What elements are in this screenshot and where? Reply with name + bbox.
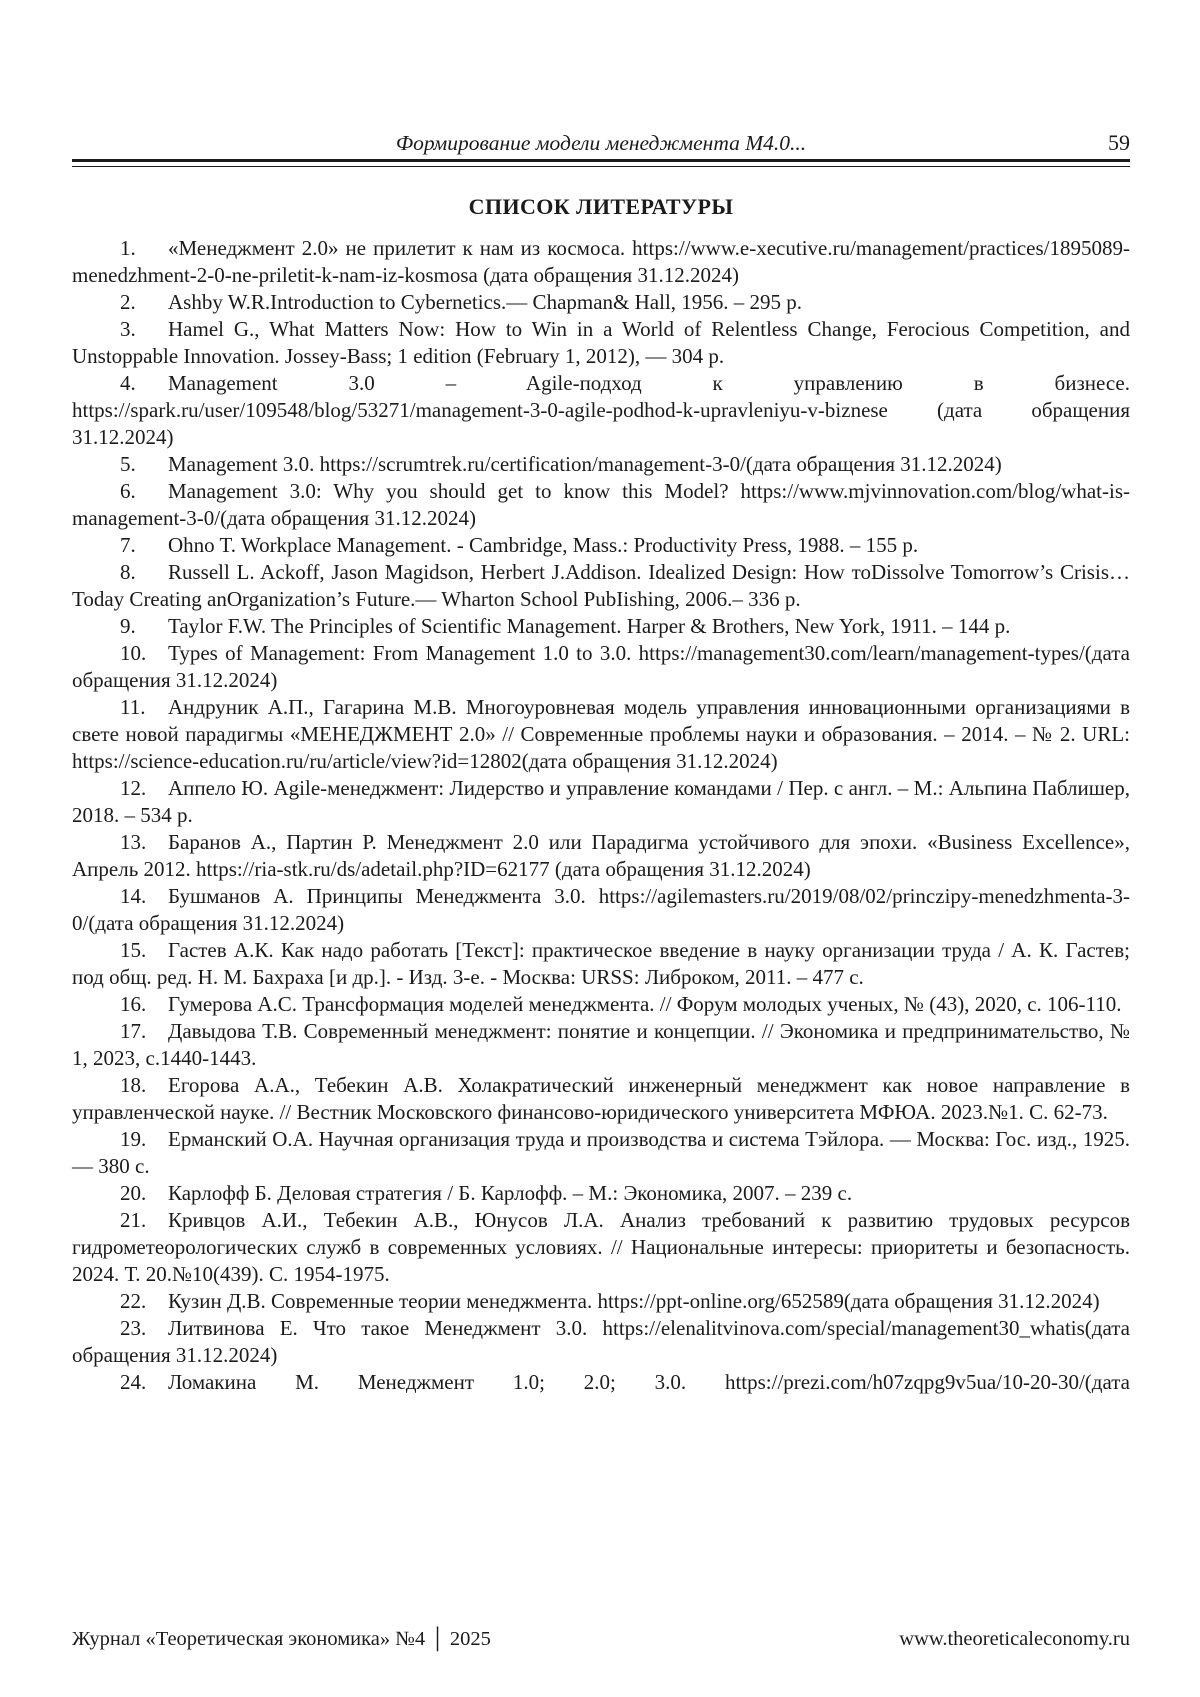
- reference-text: Аппело Ю. Agile-менеджмент: Лидерство и управление командами / Пер. с англ. – М.: Альпина Паблишер, 2018. – 534 p.: [72, 776, 1130, 827]
- reference-number: 8.: [120, 560, 136, 584]
- reference-text: Hamel G., What Matters Now: How to Win in a World of Relentless Change, Ferocious Competition, and Unstoppable Innovation. Jossey-Bass; 1 edition (February 1, 2012), — 304 p.: [72, 317, 1130, 368]
- reference-number: 23.: [120, 1316, 147, 1340]
- reference-number: 6.: [120, 479, 136, 503]
- reference-text: Management 3.0 – Agile-подход к управлению в бизнесе. https://spark.ru/user/109548/blog/53271/management-3-0-agile-podhod-k-upravleniyu-v-biznese (дата обращения 31.12.2024): [72, 371, 1130, 449]
- reference-number: 14.: [120, 884, 147, 908]
- reference-item: [72, 1180, 1130, 1207]
- reference-text: Ohno T. Workplace Management. - Cambridge, Mass.: Productivity Press, 1988. – 155 p.: [168, 533, 919, 557]
- reference-text: Гумерова А.С. Трансформация моделей менеджмента. // Форум молодых ученых, № (43), 2020, с. 106-110.: [168, 992, 1122, 1016]
- reference-number: 15.: [120, 938, 147, 962]
- page-number: 59: [1108, 130, 1130, 155]
- reference-item: [72, 1315, 1130, 1369]
- reference-number: 10.: [120, 641, 147, 665]
- reference-number: 16.: [120, 992, 147, 1016]
- section-title: СПИСОК ЛИТЕРАТУРЫ: [468, 194, 734, 219]
- reference-list: [72, 235, 1130, 1396]
- reference-number: 17.: [120, 1019, 147, 1043]
- reference-number: 13.: [120, 830, 147, 854]
- reference-number: 18.: [120, 1073, 147, 1097]
- reference-item: [72, 775, 1130, 829]
- reference-item: [72, 559, 1130, 613]
- reference-number: 19.: [120, 1127, 147, 1151]
- page-header: [72, 130, 1130, 156]
- reference-number: 3.: [120, 317, 136, 341]
- reference-text: Карлофф Б. Деловая стратегия / Б. Карлофф. – М.: Экономика, 2007. – 239 с.: [168, 1181, 853, 1205]
- reference-item: [72, 1369, 1130, 1396]
- reference-item: [72, 991, 1130, 1018]
- reference-item: [72, 937, 1130, 991]
- reference-text: «Менеджмент 2.0» не прилетит к нам из космоса. https://www.e-xecutive.ru/management/practices/1895089-menedzhment-2-0-ne-priletit-k-nam-iz-kosmosa (дата обращения 31.12.2024): [72, 236, 1130, 287]
- reference-text: Ерманский О.А. Научная организация труда и производства и система Тэйлора. — Москва: Гос. изд., 1925.— 380 с.: [72, 1127, 1130, 1178]
- reference-number: 7.: [120, 533, 136, 557]
- reference-item: [72, 478, 1130, 532]
- reference-number: 24.: [120, 1370, 147, 1394]
- journal-website: www.theoreticaleconomy.ru: [899, 1628, 1130, 1650]
- reference-item: [72, 613, 1130, 640]
- reference-text: Types of Management: From Management 1.0 to 3.0. https://management30.com/learn/management-types/(дата обращения 31.12.2024): [72, 641, 1130, 692]
- reference-item: [72, 235, 1130, 289]
- reference-item: [72, 370, 1130, 451]
- reference-number: 20.: [120, 1181, 147, 1205]
- reference-item: [72, 829, 1130, 883]
- reference-item: [72, 289, 1130, 316]
- reference-text: Литвинова Е. Что такое Менеджмент 3.0. https://elenalitvinova.com/special/management30_whatis(дата обращения 31.12.2024): [72, 1316, 1130, 1367]
- reference-number: 4.: [120, 371, 136, 395]
- reference-text: Ashby W.R.Introduction to Cybernetics.— Chapman& Hall, 1956. – 295 p.: [168, 290, 803, 314]
- reference-item: [72, 316, 1130, 370]
- header-rule: [72, 159, 1130, 167]
- reference-number: 5.: [120, 452, 136, 476]
- reference-number: 12.: [120, 776, 147, 800]
- reference-number: 9.: [120, 614, 136, 638]
- reference-item: [72, 532, 1130, 559]
- reference-text: Давыдова Т.В. Современный менеджмент: понятие и концепции. // Экономика и предпринимательство, № 1, 2023, с.1440-1443.: [72, 1019, 1130, 1070]
- reference-text: Management 3.0. https://scrumtrek.ru/certification/management-3-0/(дата обращения 31.12.2024): [168, 452, 1002, 476]
- reference-item: [72, 451, 1130, 478]
- reference-text: Баранов А., Партин Р. Менеджмент 2.0 или Парадигма устойчивого для эпохи. «Business Excellence», Апрель 2012. https://ria-stk.ru/ds/adetail.php?ID=62177 (дата обращения 31.12.2024): [72, 830, 1130, 881]
- reference-number: 11.: [120, 695, 146, 719]
- reference-number: 1.: [120, 236, 136, 260]
- reference-text: Андруник А.П., Гагарина М.В. Многоуровневая модель управления инновационными организациями в свете новой парадигмы «МЕНЕДЖМЕНТ 2.0» // Современные проблемы науки и образования. – 2014. – № 2. URL: https://science-education.ru/ru/article/view?id=12802(дата обращения 31.12.2024): [72, 695, 1130, 773]
- reference-item: [72, 640, 1130, 694]
- reference-item: [72, 694, 1130, 775]
- reference-text: Гастев А.К. Как надо работать [Текст]: практическое введение в науку организации труда / А. К. Гастев; под общ. ред. Н. М. Бахраха [и др.]. - Изд. 3-е. - Москва: URSS: Либроком, 2011. – 477 с.: [72, 938, 1130, 989]
- reference-text: Егорова А.А., Тебекин А.В. Холакратический инженерный менеджмент как новое направление в управленческой науке. // Вестник Московского финансово-юридического университета МФЮА. 2023.№1. С. 62-73.: [72, 1073, 1130, 1124]
- reference-text: Кузин Д.В. Современные теории менеджмента. https://ppt-online.org/652589(дата обращения 31.12.2024): [168, 1289, 1100, 1313]
- reference-item: [72, 1126, 1130, 1180]
- reference-number: 22.: [120, 1289, 147, 1313]
- reference-item: [72, 1207, 1130, 1288]
- reference-number: 2.: [120, 290, 136, 314]
- reference-item: [72, 883, 1130, 937]
- reference-text: Кривцов А.И., Тебекин А.В., Юнусов Л.А. Анализ требований к развитию трудовых ресурсов гидрометеорологических служб в современных условиях. // Национальные интересы: приоритеты и безопасность. 2024. Т. 20.№10(439). С. 1954-1975.: [72, 1208, 1130, 1286]
- journal-info: Журнал «Теоретическая экономика» №4 │ 2025: [72, 1628, 491, 1650]
- reference-text: Taylor F.W. The Principles of Scientific Management. Harper & Brothers, New York, 1911. – 144 p.: [168, 614, 1011, 638]
- reference-item: [72, 1288, 1130, 1315]
- reference-text: Management 3.0: Why you should get to know this Model? https://www.mjvinnovation.com/blog/what-is-management-3-0/(дата обращения 31.12.2024): [72, 479, 1130, 530]
- reference-text: Бушманов А. Принципы Менеджмента 3.0. https://agilemasters.ru/2019/08/02/princzipy-menedzhmenta-3-0/(дата обращения 31.12.2024): [72, 884, 1130, 935]
- page-footer: [72, 1626, 1130, 1652]
- running-title: Формирование модели менеджмента М4.0...: [395, 131, 807, 155]
- reference-text: Ломакина М. Менеджмент 1.0; 2.0; 3.0. https://prezi.com/h07zqpg9v5ua/10-20-30/(дата: [168, 1370, 1130, 1394]
- reference-item: [72, 1018, 1130, 1072]
- reference-text: Russell L. Ackoff, Jason Magidson, Herbert J.Addison. Idealized Design: How тоDissolve Tomorrow’s Crisis… Today Creating anOrganization’s Future.— Wharton School PubIishing, 2006.– 336 p.: [72, 560, 1130, 611]
- reference-number: 21.: [120, 1208, 147, 1232]
- reference-item: [72, 1072, 1130, 1126]
